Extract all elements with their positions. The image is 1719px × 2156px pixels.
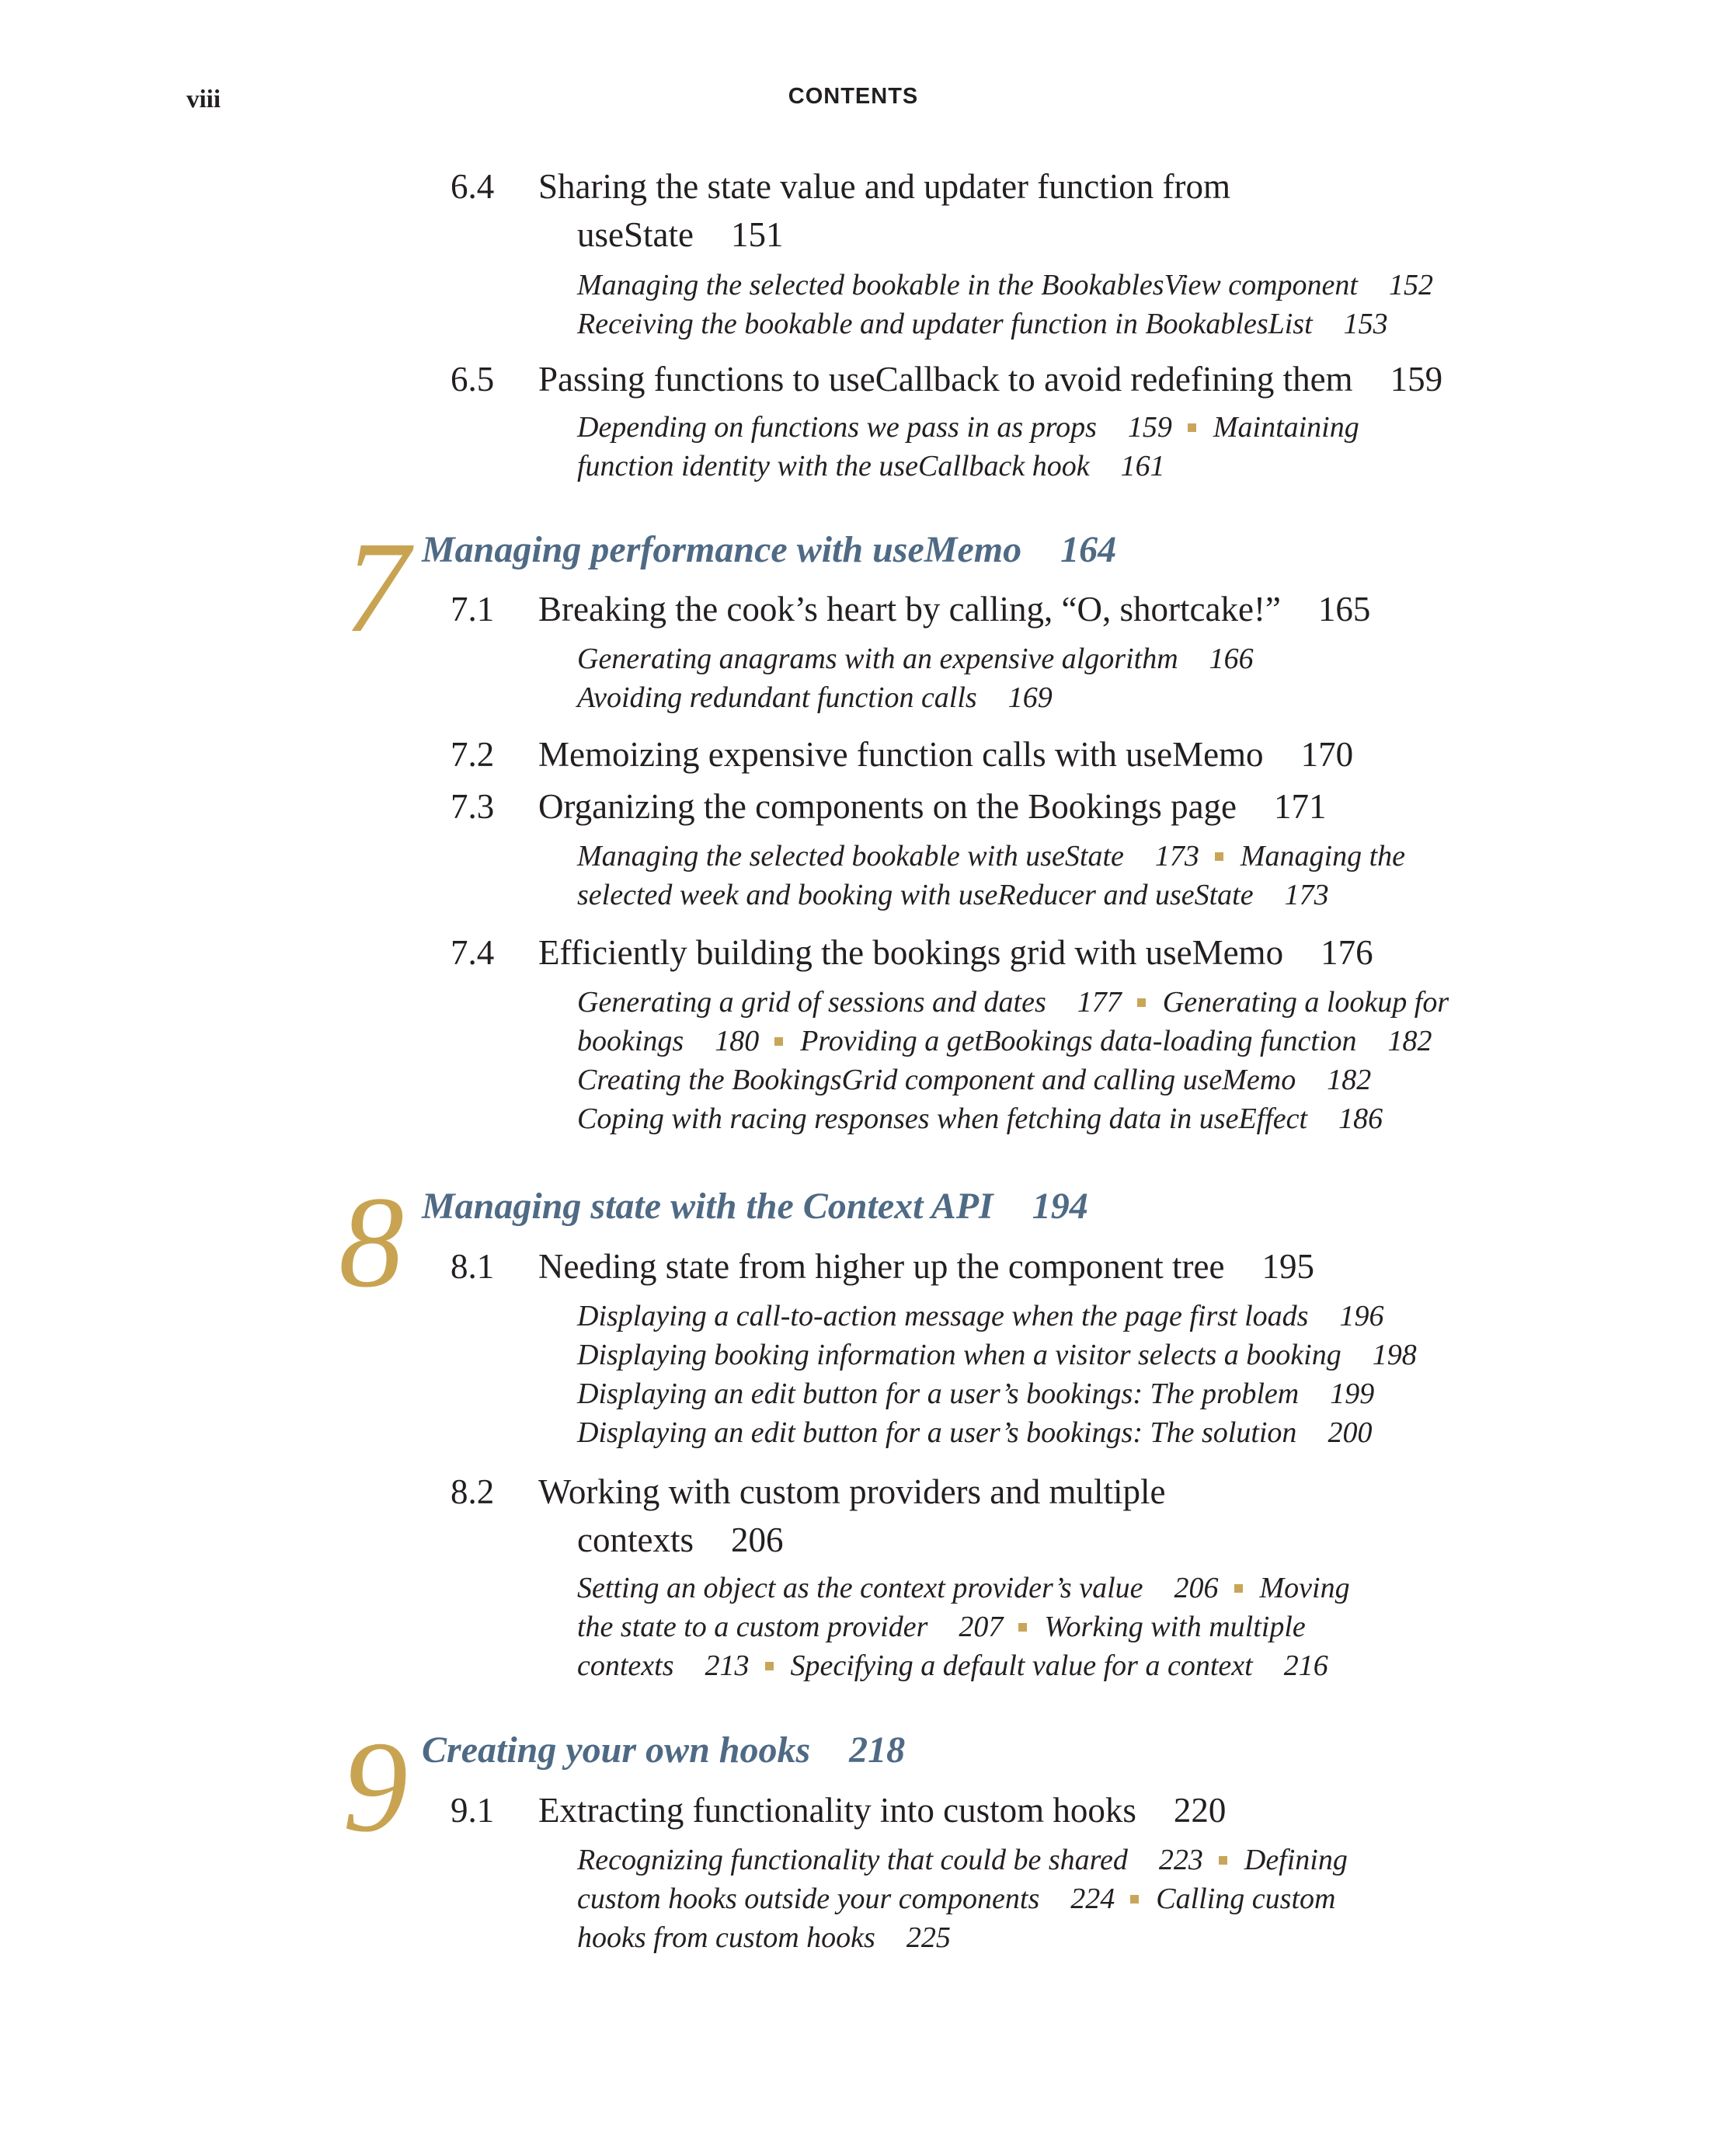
bullet-icon <box>1137 998 1146 1007</box>
section-page: 159 <box>1390 360 1443 399</box>
section-title: Memoizing expensive function calls with useMemo 170 <box>538 735 1354 774</box>
section-title: Efficiently building the bookings grid with useMemo 176 <box>538 933 1373 972</box>
bullet-icon <box>1234 1584 1243 1593</box>
chapter-title: Creating your own hooks 218 <box>422 1729 906 1771</box>
subsection-line: Avoiding redundant function calls 169 <box>577 681 1053 714</box>
chapter-page: 194 <box>1032 1186 1088 1227</box>
subsection-line: Displaying an edit button for a user’s bookings: The solution 200 <box>577 1416 1373 1449</box>
bullet-icon <box>1219 1856 1227 1865</box>
section-title: Extracting functionality into custom hooks 220 <box>538 1791 1227 1830</box>
subsection-line: bookings 180 Providing a getBookings data-loading function 182 <box>577 1025 1432 1057</box>
subsection-line: custom hooks outside your components 224 Calling custom <box>577 1883 1336 1915</box>
subsection-line: Displaying a call-to-action message when the page first loads 196 <box>577 1300 1384 1332</box>
section-title-continued: contexts 206 <box>577 1520 784 1559</box>
bullet-icon <box>1215 852 1223 861</box>
chapter-title: Managing performance with useMemo 164 <box>422 529 1117 570</box>
section-number: 6.4 <box>451 167 495 206</box>
section-title: Needing state from higher up the component tree 195 <box>538 1247 1314 1286</box>
bullet-icon <box>1018 1623 1027 1632</box>
chapter-number: 8 <box>339 1170 404 1315</box>
subsection-line: Receiving the bookable and updater function in BookablesList 153 <box>577 308 1388 340</box>
section-number: 8.2 <box>451 1472 495 1511</box>
subsection-line: function identity with the useCallback hook 161 <box>577 450 1165 482</box>
subsection-line: the state to a custom provider 207 Working with multiple <box>577 1611 1306 1643</box>
bullet-icon <box>1130 1895 1139 1903</box>
section-page: 165 <box>1317 590 1371 629</box>
subsection-line: Displaying an edit button for a user’s bookings: The problem 199 <box>577 1378 1375 1410</box>
section-title-continued: useState 151 <box>577 215 784 254</box>
section-title: Organizing the components on the Bookings page 171 <box>538 787 1327 826</box>
subsection-line: Setting an object as the context provider’s value 206 Moving <box>577 1572 1350 1604</box>
section-page: 206 <box>730 1520 784 1559</box>
bullet-icon <box>1188 423 1196 432</box>
bullet-icon <box>765 1662 774 1670</box>
section-number: 7.4 <box>451 933 495 972</box>
section-title: Sharing the state value and updater function from <box>538 167 1230 206</box>
section-number: 7.3 <box>451 787 495 826</box>
section-page: 176 <box>1321 933 1373 972</box>
section-page: 195 <box>1261 1247 1314 1286</box>
section-number: 8.1 <box>451 1247 495 1286</box>
subsection-line: Coping with racing responses when fetching data in useEffect 186 <box>577 1102 1383 1135</box>
running-head: CONTENTS <box>788 84 919 109</box>
section-page: 151 <box>730 215 784 254</box>
subsection-line: selected week and booking with useReducer and useState 173 <box>577 879 1329 911</box>
section-page: 171 <box>1274 787 1327 826</box>
section-number: 6.5 <box>451 360 495 399</box>
subsection-line: Recognizing functionality that could be shared 223 Defining <box>577 1844 1348 1876</box>
page-number: viii <box>186 85 221 113</box>
chapter-number: 9 <box>343 1715 408 1859</box>
subsection-line: Generating anagrams with an expensive algorithm 166 <box>577 643 1254 675</box>
subsection-line: Managing the selected bookable in the BookablesView component 152 <box>577 269 1433 301</box>
subsection-line: Displaying booking information when a visitor selects a booking 198 <box>577 1339 1417 1371</box>
subsection-line: Managing the selected bookable with useState 173 Managing the <box>577 840 1406 873</box>
section-title: Passing functions to useCallback to avoid redefining them 159 <box>538 360 1443 399</box>
section-number: 7.2 <box>451 735 495 774</box>
subsection-line: contexts 213 Specifying a default value for a context 216 <box>577 1649 1328 1682</box>
section-number: 9.1 <box>451 1791 495 1830</box>
chapter-page: 218 <box>849 1729 906 1771</box>
subsection-line: Creating the BookingsGrid component and calling useMemo 182 <box>577 1064 1372 1096</box>
chapter-page: 164 <box>1060 529 1117 570</box>
subsection-line: Depending on functions we pass in as props 159 Maintaining <box>577 411 1359 444</box>
chapter-title: Managing state with the Context API 194 <box>422 1186 1088 1227</box>
bullet-icon <box>774 1037 783 1046</box>
section-title: Breaking the cook’s heart by calling, “O, shortcake!” 165 <box>538 590 1371 629</box>
chapter-number: 7 <box>344 515 409 660</box>
section-page: 170 <box>1300 735 1354 774</box>
section-title: Working with custom providers and multiple <box>538 1472 1166 1511</box>
subsection-line: Generating a grid of sessions and dates 177 Generating a lookup for <box>577 986 1449 1019</box>
section-number: 7.1 <box>451 590 495 629</box>
section-page: 220 <box>1173 1791 1227 1830</box>
subsection-line: hooks from custom hooks 225 <box>577 1921 951 1954</box>
